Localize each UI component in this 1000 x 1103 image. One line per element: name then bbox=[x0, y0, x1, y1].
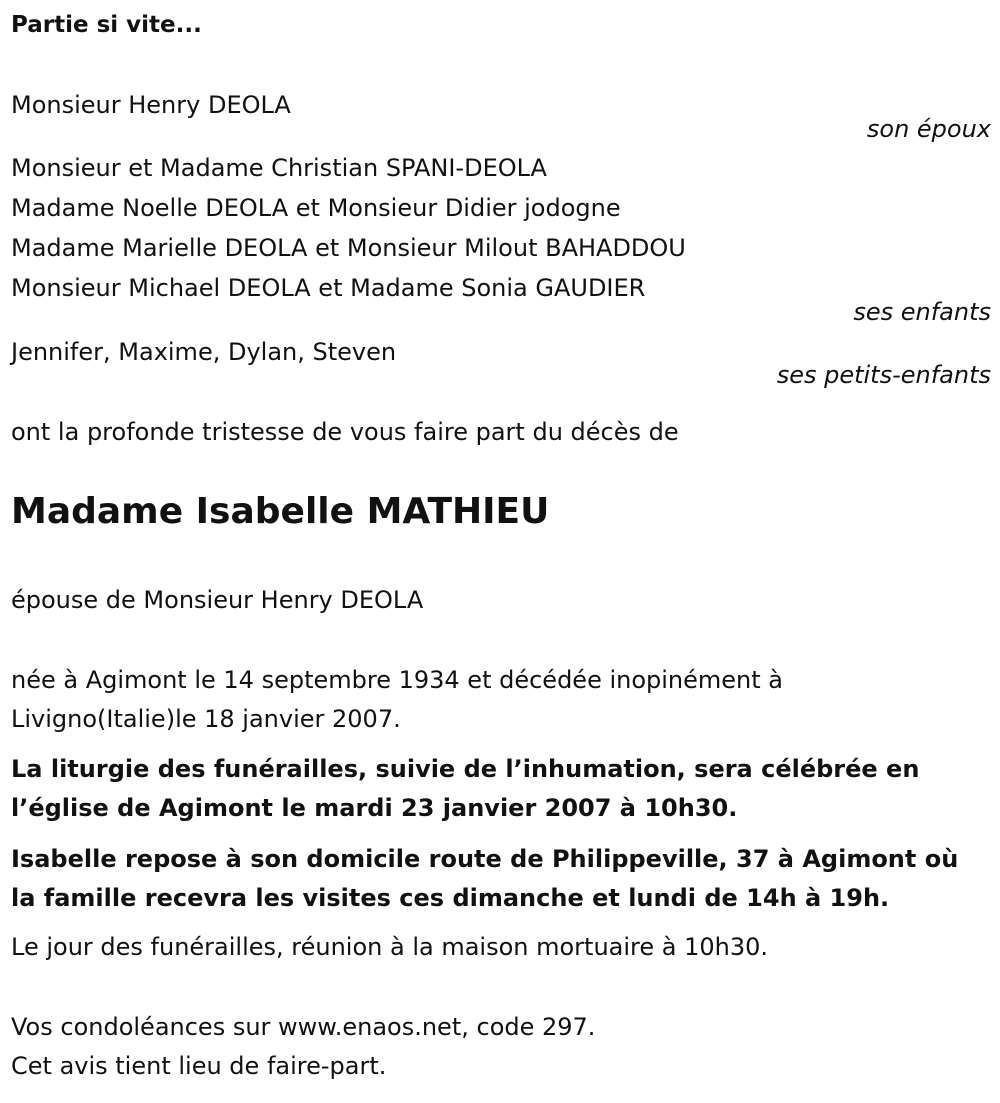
birth-death-line-2: Livigno(Italie)le 18 janvier 2007. bbox=[11, 705, 401, 733]
faire-part-text: Cet avis tient lieu de faire-part. bbox=[11, 1052, 387, 1080]
child-line-2: Madame Noelle DEOLA et Monsieur Didier jodogne bbox=[11, 194, 621, 222]
funeral-line-2: l’église de Agimont le mardi 23 janvier 2007 à 10h30. bbox=[11, 794, 738, 822]
grandchildren-role: ses petits-enfants bbox=[776, 361, 991, 389]
grandchildren-names: Jennifer, Maxime, Dylan, Steven bbox=[11, 338, 397, 366]
relation-text: épouse de Monsieur Henry DEOLA bbox=[11, 586, 424, 614]
header-text: Partie si vite... bbox=[11, 12, 202, 38]
child-line-3: Madame Marielle DEOLA et Monsieur Milout BAHADDOU bbox=[11, 234, 686, 262]
child-line-1: Monsieur et Madame Christian SPANI-DEOLA bbox=[11, 154, 547, 182]
spouse-role: son époux bbox=[866, 115, 991, 143]
spouse-name: Monsieur Henry DEOLA bbox=[11, 91, 291, 119]
obituary-notice bbox=[11, 0, 991, 1103]
children-role: ses enfants bbox=[853, 298, 991, 326]
visitation-line-1: Isabelle repose à son domicile route de Philippeville, 37 à Agimont où bbox=[11, 845, 959, 873]
child-line-4: Monsieur Michael DEOLA et Madame Sonia GAUDIER bbox=[11, 274, 646, 302]
announcement-text: ont la profonde tristesse de vous faire part du décès de bbox=[11, 418, 679, 446]
deceased-name: Madame Isabelle MATHIEU bbox=[11, 491, 550, 532]
condolences-text: Vos condoléances sur www.enaos.net, code 297. bbox=[11, 1013, 596, 1041]
funeral-line-1: La liturgie des funérailles, suivie de l’inhumation, sera célébrée en bbox=[11, 755, 920, 783]
birth-death-line-1: née à Agimont le 14 septembre 1934 et décédée inopinément à bbox=[11, 666, 784, 694]
visitation-line-2: la famille recevra les visites ces dimanche et lundi de 14h à 19h. bbox=[11, 884, 890, 912]
meeting-text: Le jour des funérailles, réunion à la maison mortuaire à 10h30. bbox=[11, 933, 769, 961]
